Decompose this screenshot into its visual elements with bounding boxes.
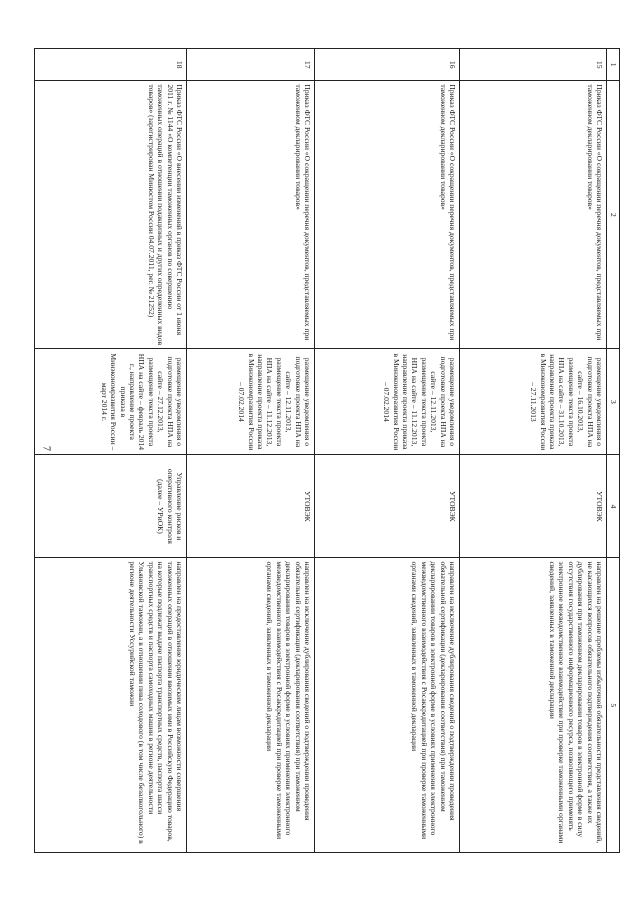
row-number: 18 <box>35 49 187 81</box>
header-col-2: 2 <box>607 81 620 349</box>
stage-cell: размещение уведомления о подготовке проекта НПА на сайте – 12.11.2013, размещение текста проекта НПА на сайте – 11.12.2013, направление проекта приказа в Минэкономразвития России – 07.02.2014 <box>187 349 315 455</box>
responsible-cell: УТОВЭК <box>187 455 315 558</box>
responsible-cell: УТОВЭК <box>460 455 607 558</box>
table-row <box>315 49 460 853</box>
stage-cell: размещение уведомления о подготовке проекта НПА на сайте – 27.12.2013, размещение текста проекта НПА на сайте – февраль 2014 г., направление проекта приказа в Минэкономразвития России – март 2014 г. <box>35 349 187 455</box>
document-sheet <box>50 48 620 853</box>
purpose-cell: направлен на исключение дублирования сведений о подтверждении проведения обязательной сертификации (декларирования соответствия) при таможенном декларировании товаров в электронной форме в условиях применения электронного межведомственного взаимодействия с Росаккредитацией при проверке таможенными органами сведений, заявленных в таможенной декларации <box>315 558 460 853</box>
table-row <box>35 49 187 853</box>
document-title: Приказ ФТС России «О внесении изменений в приказ ФТС России от 1 июня 2011 г. № 1144 «О компетенции таможенных органов по совершению таможенных операций в отношении подакцизных и других определенных видов товаров» (зарегистрирован Минюстом России 04.07.2011, рег. № 21252) <box>35 81 187 349</box>
header-row <box>607 49 620 853</box>
responsible-cell: Управление рисков и оперативного контроля (далее – УРиОК) <box>35 455 187 558</box>
table-row <box>460 49 607 853</box>
document-title: Приказ ФТС России «О сокращении перечня документов, представляемых при таможенном декларировании товаров» <box>315 81 460 349</box>
header-col-1: 1 <box>607 49 620 81</box>
stage-cell: размещение уведомления о подготовке проекта НПА на сайте – 16.10.2013, размещение текста проекта НПА на сайте – 31.10.2013, направление проекта приказа в Минэкономразвития России – 27.11.2013 <box>460 349 607 455</box>
document-title: Приказ ФТС России «О сокращении перечня документов, представляемых при таможенном декларировании товаров» <box>460 81 607 349</box>
row-number: 15 <box>460 49 607 81</box>
purpose-cell: направлен на предоставление юридическим лицам возможности совершения таможенных операций в отношении ввозимых ими в Российскую Федерацию товаров, на которые подлежат выдаче паспорта транспортных средств, паспорта шасси транспортных средств и паспорта самоходных машин в регионе деятельности Ульяновской таможни, а в отношении пива солодового (в том числе безалкогольного) в регионе деятельности Уссурийской таможни <box>35 558 187 853</box>
row-number: 16 <box>315 49 460 81</box>
purpose-cell: направлен на решение проблемы избыточной обязательности представления сведений, не касающихся вопросов обязательного подтверждения соответствия, а также их дублирования при таможенном декларировании товаров в электронной форме в силу отсутствия государственного информационного ресурса, позволяющего применять электронное межведомственное взаимодействие при проверке таможенными органами сведений, заявленных в таможенной декларации <box>460 558 607 853</box>
measures-table <box>34 48 620 853</box>
header-col-4: 4 <box>607 455 620 558</box>
header-col-5: 5 <box>607 558 620 853</box>
table-row <box>187 49 315 853</box>
header-col-3: 3 <box>607 349 620 455</box>
page-number: 7 <box>40 446 52 451</box>
row-number: 17 <box>187 49 315 81</box>
purpose-cell: направлен на исключение дублирования сведений о подтверждении проведения обязательной сертификации (декларирования соответствия) при таможенном декларировании товаров в электронной форме в условиях применения электронного межведомственного взаимодействия с Росаккредитацией при проверке таможенными органами сведений, заявленных в таможенной декларации <box>187 558 315 853</box>
document-title: Приказ ФТС России «О сокращении перечня документов, представляемых при таможенном декларировании товаров» <box>187 81 315 349</box>
responsible-cell: УТОВЭК <box>315 455 460 558</box>
stage-cell: размещение уведомления о подготовке проекта НПА на сайте – 12.11.2013, размещение текста проекта НПА на сайте – 11.12.2013, направление проекта приказа в Минэкономразвития России – 07.02.2014 <box>315 349 460 455</box>
